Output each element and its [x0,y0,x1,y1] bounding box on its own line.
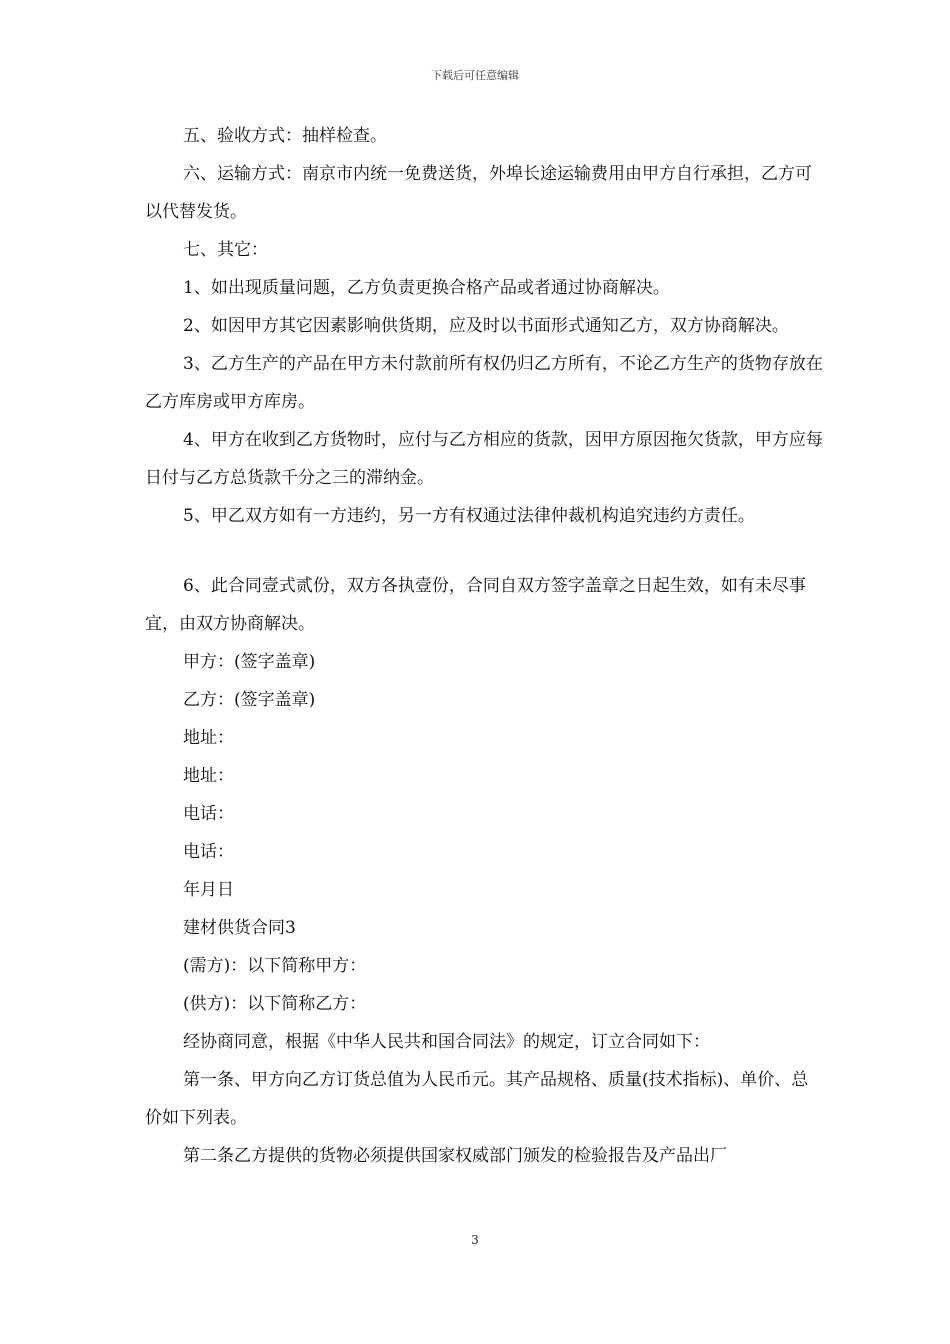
party-a-signature: 甲方：(签字盖章) [183,652,316,672]
address-line-1: 地址： [183,728,234,748]
article-2: 第二条乙方提供的货物必须提供国家权威部门颁发的检验报告及产品出厂 [183,1146,727,1166]
address-line-2: 地址： [183,766,234,786]
clause-other-5: 5、甲乙双方如有一方违约，另一方有权通过法律仲裁机构追究违约方责任。 [183,506,755,526]
clause-other-1: 1、如出现质量问题，乙方负责更换合格产品或者通过协商解决。 [183,278,670,298]
clause-other-4: 4、甲方在收到乙方货物时，应付与乙方相应的货款，因甲方原因拖欠货款，甲方应每日付与乙方总货款千分之三的滞纳金。 [145,430,823,488]
contract-title: 建材供货合同3 [183,918,296,938]
clause-transport: 六、运输方式：南京市内统一免费送货，外埠长途运输费用由甲方自行承担，乙方可以代替发货。 [145,164,812,222]
document-body [145,117,825,1175]
clause-other-heading: 七、其它： [183,240,268,260]
buyer-line: (需方)：以下简称甲方： [183,956,367,976]
phone-line-2: 电话： [183,842,234,862]
preamble: 经协商同意，根据《中华人民共和国合同法》的规定，订立合同如下： [183,1032,710,1052]
paragraph-gap [145,535,825,567]
party-b-signature: 乙方：(签字盖章) [183,690,316,710]
clause-other-3: 3、乙方生产的产品在甲方未付款前所有权仍归乙方所有，不论乙方生产的货物存放在乙方库房或甲方库房。 [145,354,823,412]
clause-other-6: 6、此合同壹式贰份，双方各执壹份，合同自双方签字盖章之日起生效，如有未尽事宜，由双方协商解决。 [145,576,806,634]
date-line: 年月日 [183,880,234,900]
article-1: 第一条、甲方向乙方订货总值为人民币元。其产品规格、质量(技术指标)、单价、总价如下列表。 [145,1070,809,1128]
page-header-note: 下载后可任意编辑 [431,69,519,82]
supplier-line: (供方)：以下简称乙方： [183,994,367,1014]
page-number: 3 [471,1233,479,1247]
clause-acceptance: 五、验收方式：抽样检查。 [183,126,387,146]
phone-line-1: 电话： [183,804,234,824]
clause-other-2: 2、如因甲方其它因素影响供货期，应及时以书面形式通知乙方，双方协商解决。 [183,316,789,336]
